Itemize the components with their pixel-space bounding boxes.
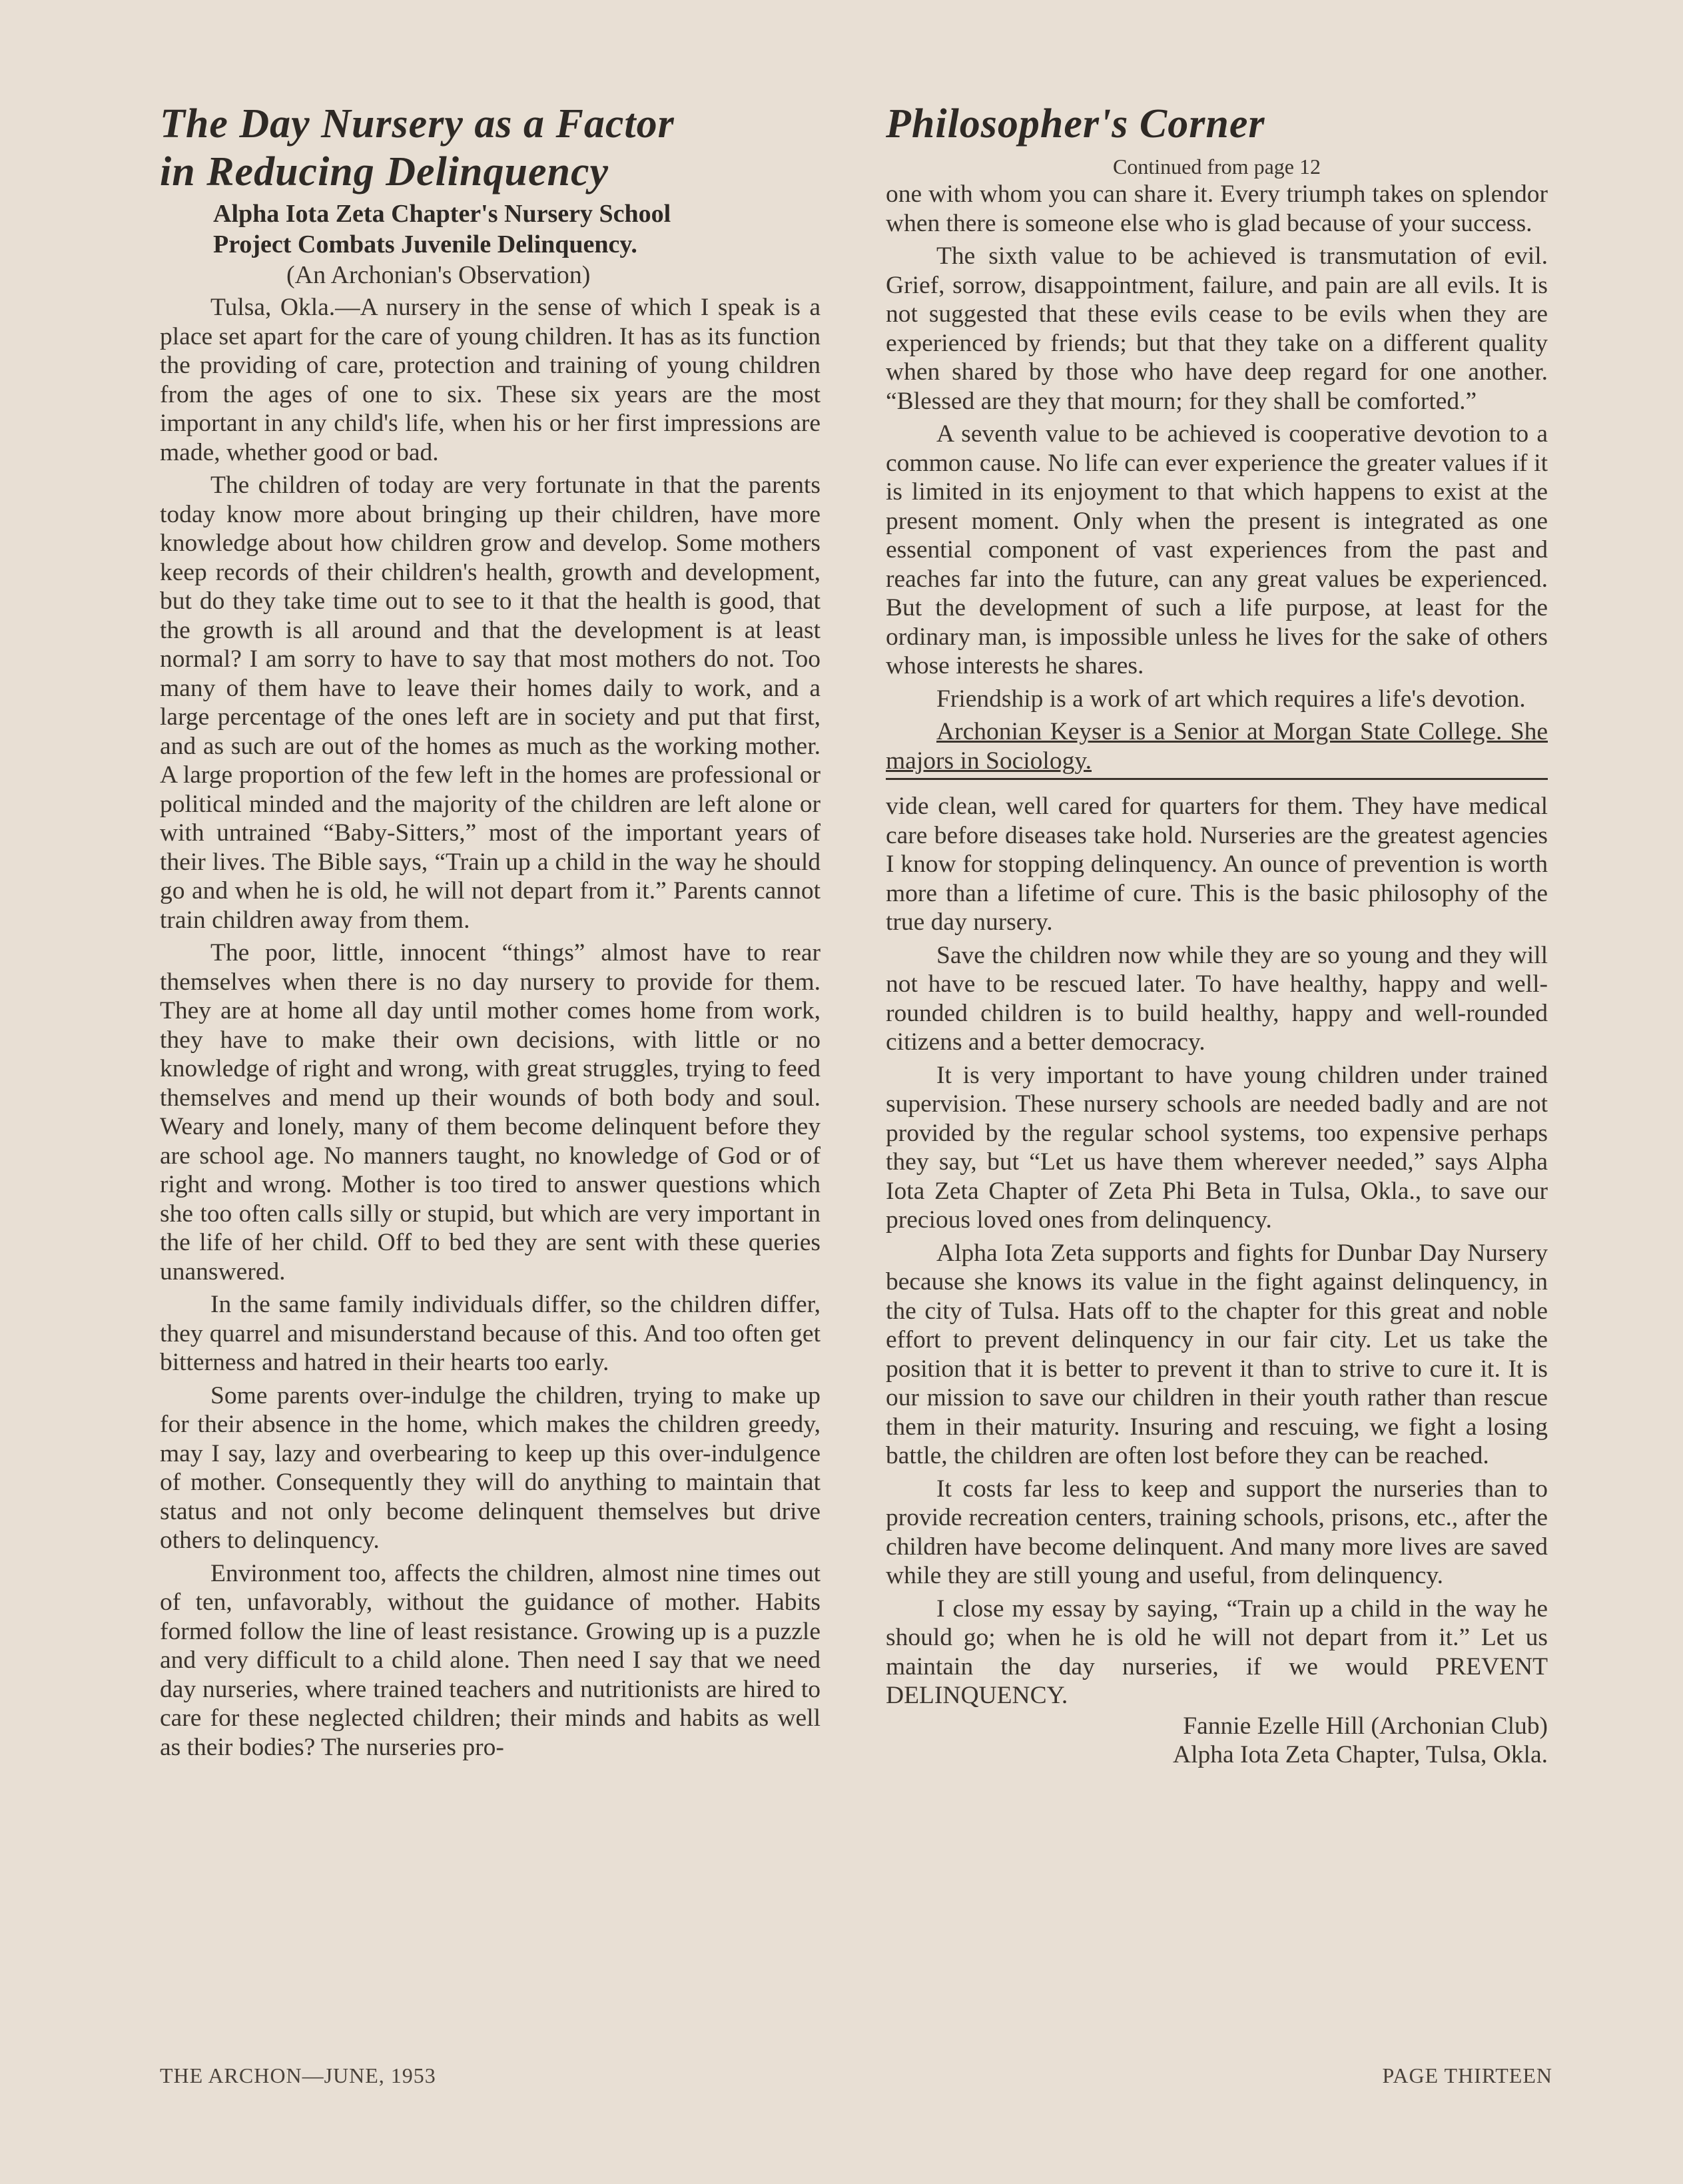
paragraph: one with whom you can share it. Every triumph takes on splendor when there is someone else who is glad because of your success.	[886, 181, 1548, 237]
paragraph: Some parents over-indulge the children, trying to make up for their absence in the home, which makes the children greedy, may I say, lazy and overbearing to keep up this over-indulgence of mother. Consequently they will do anything to maintain that status and not only become delinquent themselves but drive others to delinquency.	[160, 1381, 821, 1554]
footer-page-number: PAGE THIRTEEN	[1382, 2063, 1552, 2087]
paragraph: vide clean, well cared for quarters for them. They have medical care before diseases take hold. Nurseries are the greatest agencies I know for stopping delinquency. An ounce of prevention is worth more than a lifetime of cure. This is the basic philosophy of the true day nursery.	[886, 793, 1548, 936]
nursery-article-continuation	[886, 792, 1548, 1710]
paragraph: Save the children now while they are so young and they will not have to be rescued later. To have healthy, happy and well-rounded children is to build healthy, happy and well-rounded citizens and a better democracy.	[886, 941, 1548, 1056]
paragraph: It costs far less to keep and support the nurseries than to provide recreation centers, training schools, prisons, etc., after the children have become delinquent. And many more lives are saved while they are still young and useful, from delinquency.	[886, 1475, 1548, 1589]
subhead-line-2: Project Combats Juvenile Delinquency.	[213, 230, 637, 258]
paragraph: Alpha Iota Zeta supports and fights for Dunbar Day Nursery because she knows its value in the fight against delinquency, in the city of Tulsa. Hats off to the chapter for this great and noble effort to prevent delinquency in our fair city. Let us take the position that it is better to prevent it than to strive to cure it. It is our mission to save our children in their youth rather than rescue them in their maturity. Insuring and rescuing, we fight a losing battle, the children are often lost before they can be reached.	[886, 1239, 1548, 1469]
nursery-article-subhead	[213, 198, 821, 260]
paragraph: The sixth value to be achieved is transmutation of evil. Grief, sorrow, disappointment, failure, and pain are all evils. It is not suggested that these evils cease to be evils when they are experienced by friends; but that they take on a different quality when shared by those who have deep regard for one another. “Blessed are they that mourn; for they shall be comforted.”	[886, 242, 1548, 415]
paragraph: The children of today are very fortunate in that the parents today know more about bringing up their children, have more knowledge about how children grow and develop. Some mothers keep records of their children's health, growth and development, but do they take time out to see to it that the health is good, that the growth is all around and that the development is at least normal? I am sorry to have to say that most mothers do not. Too many of them have to leave their homes daily to work, and a large percentage of the ones left are in society and put that first, and as such are out of the homes as much as the working mother. A large proportion of the few left in the homes are professional or political minded and the majority of the children are left alone or with untrained “Baby-Sitters,” most of the important years of their lives. The Bible says, “Train up a child in the way he should go and when he is old, he will not depart from it.” Parents cannot train children away from them.	[160, 472, 821, 934]
paragraph: Environment too, affects the children, almost nine times out of ten, unfavorably, without the guidance of mother. Habits formed follow the line of least resistance. Growing up is a puzzle and very difficult to a child alone. Then need I say that we need day nurseries, where trained teachers and nutritionists are hired to care for these neglected children; their minds and habits as well as their bodies? The nurseries pro-	[160, 1559, 821, 1761]
signature-line-2: Alpha Iota Zeta Chapter, Tulsa, Okla.	[1173, 1741, 1548, 1768]
philosophers-corner-body	[886, 180, 1548, 775]
footer-issue: THE ARCHON—JUNE, 1953	[160, 2063, 436, 2087]
section-divider	[886, 778, 1548, 780]
right-column	[886, 100, 1548, 1770]
continued-note: Continued from page 12	[1113, 155, 1321, 179]
philosophers-corner-title: Philosopher's Corner	[886, 101, 1265, 147]
author-signature	[886, 1712, 1548, 1770]
paragraph: In the same family individuals differ, so the children differ, they quarrel and misunderstand because of this. And too often get bitterness and hatred in their hearts too early.	[160, 1291, 821, 1376]
signature-line-1: Fannie Ezelle Hill (Archonian Club)	[1183, 1712, 1548, 1740]
paragraph: It is very important to have young children under trained supervision. These nursery schools are needed badly and are not provided by the regular school systems, too expensive perhaps they say, but “Let us have them wherever needed,” says Alpha Iota Zeta Chapter of Zeta Phi Beta in Tulsa, Okla., to save our precious loved ones from delinquency.	[886, 1061, 1548, 1234]
author-bio: Archonian Keyser is a Senior at Morgan State College. She majors in Sociology.	[886, 718, 1548, 775]
left-column	[160, 100, 821, 1762]
paragraph: Friendship is a work of art which requires a life's devotion.	[936, 685, 1526, 713]
article-attribution: (An Archonian's Observation)	[286, 261, 591, 289]
nursery-article-title	[160, 100, 821, 196]
title-line-2: in Reducing Delinquency	[160, 149, 609, 194]
paragraph: Tulsa, Okla.—A nursery in the sense of which I speak is a place set apart for the care of young children. It has as its function the providing of care, protection and training of young children from the ages of one to six. These six years are the most important in any child's life, when his or her first impressions are made, whether good or bad.	[160, 294, 821, 466]
paragraph: The poor, little, innocent “things” almost have to rear themselves when there is no day nursery to provide for them. They are at home all day until mother comes home from work, they have to make their own decisions, with little or no knowledge of right and wrong, with great struggles, trying to feed themselves and mend up their wounds of both body and soul. Weary and lonely, many of them become delinquent before they are school age. No manners taught, no knowledge of God or of right and wrong. Mother is too tired to answer questions which she too often calls silly or stupid, but which are very important in the life of her child. Off to bed they are sent with these queries unanswered.	[160, 939, 821, 1285]
subhead-line-1: Alpha Iota Zeta Chapter's Nursery School	[213, 200, 671, 228]
paragraph: A seventh value to be achieved is cooperative devotion to a common cause. No life can ever experience the greater values if it is limited in its enjoyment to that which happens to exist at the present moment. Only when the present is integrated as one essential component of vast experiences from the past and reaches far into the future, can any great values be experienced. But the development of such a life purpose, at least for the ordinary man, is impossible unless he lives for the sake of others whose interests he shares.	[886, 420, 1548, 679]
paragraph: I close my essay by saying, “Train up a child in the way he should go; when he is old he will not depart from it.” Let us maintain the day nurseries, if we would PREVENT DELINQUENCY.	[886, 1595, 1548, 1709]
title-line-1: The Day Nursery as a Factor	[160, 101, 675, 147]
nursery-article-body	[160, 293, 821, 1762]
